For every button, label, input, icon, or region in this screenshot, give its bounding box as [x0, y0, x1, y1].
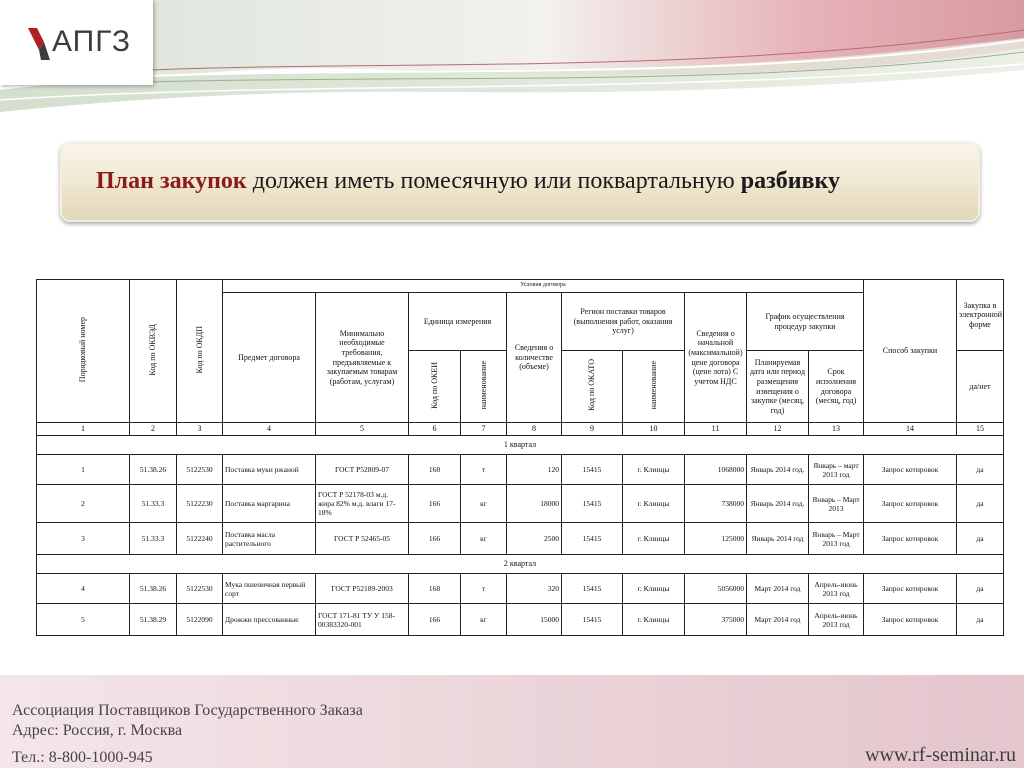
- column-number: 2: [130, 423, 177, 436]
- table-cell: 15415: [562, 485, 623, 523]
- table-cell: Март 2014 год: [747, 604, 809, 636]
- table-cell: 15415: [562, 455, 623, 485]
- table-cell: Январь 2014 год: [747, 523, 809, 555]
- column-number: 14: [864, 423, 957, 436]
- header-yes-no: да/нет: [957, 351, 1004, 423]
- column-number: 15: [957, 423, 1004, 436]
- table-cell: Запрос котировок: [864, 604, 957, 636]
- quarter-2-body: [37, 574, 1004, 636]
- table-cell: г. Клинцы: [623, 523, 685, 555]
- header-contract-term: Срок исполнения договора (месяц, год): [809, 351, 864, 423]
- logo-text: АПГЗ: [52, 25, 131, 58]
- table-cell: 166: [409, 485, 461, 523]
- logo-icon: [28, 28, 50, 60]
- table-cell: ГОСТ Р52809-07: [316, 455, 409, 485]
- table-row: [37, 604, 1004, 636]
- table-cell: 738000: [685, 485, 747, 523]
- table-cell: 2500: [507, 523, 562, 555]
- table-cell: т: [461, 574, 507, 604]
- header-region-name: наименование: [623, 351, 685, 423]
- title-banner: [60, 142, 980, 222]
- header-procurement-method: Способ закупки: [864, 280, 957, 423]
- table-cell: Мука пшеничная первый сорт: [223, 574, 316, 604]
- table-cell: 3: [37, 523, 130, 555]
- table-cell: Запрос котировок: [864, 455, 957, 485]
- header-okdp: Код по ОКДП: [177, 280, 223, 423]
- table-row: [37, 574, 1004, 604]
- table-cell: Апрель-июнь 2013 год: [809, 574, 864, 604]
- table-cell: кг: [461, 485, 507, 523]
- quarter-2-label: 2 квартал: [37, 555, 1004, 574]
- table-cell: г. Клинцы: [623, 604, 685, 636]
- table-cell: 15415: [562, 604, 623, 636]
- table-cell: 375000: [685, 604, 747, 636]
- table-cell: Запрос котировок: [864, 523, 957, 555]
- table-cell: 5: [37, 604, 130, 636]
- table-cell: Январь 2014 год.: [747, 455, 809, 485]
- header-requirements: Минимально необходимые требования, предъявляемые к закупаемым товарам (работам, услугам): [316, 293, 409, 423]
- table-cell: г. Клинцы: [623, 574, 685, 604]
- table-cell: 51.38.26: [130, 455, 177, 485]
- column-number: 10: [623, 423, 685, 436]
- table-cell: Поставка муки ржаной: [223, 455, 316, 485]
- table-cell: 125000: [685, 523, 747, 555]
- table-cell: Январь – Март 2013: [809, 485, 864, 523]
- table-cell: г. Клинцы: [623, 455, 685, 485]
- header-planned-date: Планируемая дата или период размещения извещения о закупке (месяц, год): [747, 351, 809, 423]
- footer-address: Адрес: Россия, г. Москва: [12, 722, 183, 739]
- table-cell: Январь – Март 2013 год: [809, 523, 864, 555]
- table-cell: 51.33.3: [130, 523, 177, 555]
- table-cell: ГОСТ 171-81 ТУ У 158-00383320-001: [316, 604, 409, 636]
- column-number: 12: [747, 423, 809, 436]
- table-cell: г. Клинцы: [623, 485, 685, 523]
- column-number: 1: [37, 423, 130, 436]
- table-cell: 15000: [507, 604, 562, 636]
- logo-box: [0, 0, 153, 85]
- quarter-1-row: [37, 436, 1004, 455]
- footer-organization: Ассоциация Поставщиков Государственного Заказа: [12, 702, 363, 719]
- page-title: План закупок должен иметь помесячную или поквартальную разбивку: [96, 168, 840, 194]
- column-number-row: [37, 423, 1004, 436]
- header-unit-name: наименование: [461, 351, 507, 423]
- table-cell: ГОСТ Р 52465-05: [316, 523, 409, 555]
- table-cell: да: [957, 523, 1004, 555]
- table-cell: 5122530: [177, 574, 223, 604]
- header-order-number: Порядковый номер: [37, 280, 130, 423]
- table-cell: да: [957, 485, 1004, 523]
- table-cell: 168: [409, 574, 461, 604]
- table-cell: 15415: [562, 574, 623, 604]
- procurement-plan-table: [36, 279, 1004, 636]
- header-subject: Предмет договора: [223, 293, 316, 423]
- footer-website-link[interactable]: www.rf-seminar.ru: [865, 744, 1016, 766]
- column-number: 4: [223, 423, 316, 436]
- table-cell: 320: [507, 574, 562, 604]
- table-row: [37, 485, 1004, 523]
- table-cell: 51.33.3: [130, 485, 177, 523]
- header-region-okato: Код по ОКАТО: [562, 351, 623, 423]
- table-cell: 5122090: [177, 604, 223, 636]
- header-okved: Код по ОКВЭД: [130, 280, 177, 423]
- table-cell: 51.38.29: [130, 604, 177, 636]
- table-row: [37, 523, 1004, 555]
- table-cell: 5122230: [177, 485, 223, 523]
- quarter-1-label: 1 квартал: [37, 436, 1004, 455]
- table-cell: Январь – март 2013 год: [809, 455, 864, 485]
- table-cell: да: [957, 455, 1004, 485]
- column-number: 8: [507, 423, 562, 436]
- table-cell: 2: [37, 485, 130, 523]
- header-price: Сведения о начальной (максимальной) цене договора (цене лота) С учетом НДС: [685, 293, 747, 423]
- table-cell: ГОСТ Р 52178-03 м.д. жира 82% м.д. влаги 17-18%: [316, 485, 409, 523]
- table-cell: Дрожжи прессованные: [223, 604, 316, 636]
- table-cell: 5122530: [177, 455, 223, 485]
- header-electronic-form: Закупка в электронной форме: [957, 280, 1004, 351]
- table-cell: кг: [461, 523, 507, 555]
- column-number: 7: [461, 423, 507, 436]
- column-number: 11: [685, 423, 747, 436]
- header-unit-okei: Код по ОКЕИ: [409, 351, 461, 423]
- table-cell: Март 2014 год: [747, 574, 809, 604]
- table-cell: 5056000: [685, 574, 747, 604]
- table-cell: 18000: [507, 485, 562, 523]
- table-cell: 120: [507, 455, 562, 485]
- header-contract-conditions: Условия договора: [223, 280, 864, 293]
- table-cell: 5122240: [177, 523, 223, 555]
- table-cell: Январь 2014 год.: [747, 485, 809, 523]
- table-cell: Поставка масла растительного: [223, 523, 316, 555]
- column-number: 3: [177, 423, 223, 436]
- table-cell: 166: [409, 604, 461, 636]
- header-decoration: [0, 0, 1024, 120]
- table-cell: 4: [37, 574, 130, 604]
- quarter-2-row: [37, 555, 1004, 574]
- table-cell: Поставка маргарина: [223, 485, 316, 523]
- table-cell: 1068000: [685, 455, 747, 485]
- table-cell: 168: [409, 455, 461, 485]
- column-number: 6: [409, 423, 461, 436]
- column-number: 5: [316, 423, 409, 436]
- header-quantity: Сведения о количестве (объеме): [507, 293, 562, 423]
- table-cell: 166: [409, 523, 461, 555]
- table-cell: да: [957, 604, 1004, 636]
- table-cell: кг: [461, 604, 507, 636]
- column-number: 13: [809, 423, 864, 436]
- table-cell: Апрель-июнь 2013 год: [809, 604, 864, 636]
- header-region: Регион поставки товаров (выполнения работ, оказания услуг): [562, 293, 685, 351]
- column-number: 9: [562, 423, 623, 436]
- table-cell: Запрос котировок: [864, 574, 957, 604]
- table-cell: 1: [37, 455, 130, 485]
- table-cell: ГОСТ Р52189-2003: [316, 574, 409, 604]
- header-schedule: График осуществления процедур закупки: [747, 293, 864, 351]
- footer-phone: Тел.: 8-800-1000-945: [12, 749, 153, 766]
- table-cell: 51.38.26: [130, 574, 177, 604]
- table-cell: Запрос котировок: [864, 485, 957, 523]
- table-cell: да: [957, 574, 1004, 604]
- header-unit: Единица измерения: [409, 293, 507, 351]
- table-cell: 15415: [562, 523, 623, 555]
- table-cell: т: [461, 455, 507, 485]
- table-row: [37, 455, 1004, 485]
- quarter-1-body: [37, 455, 1004, 555]
